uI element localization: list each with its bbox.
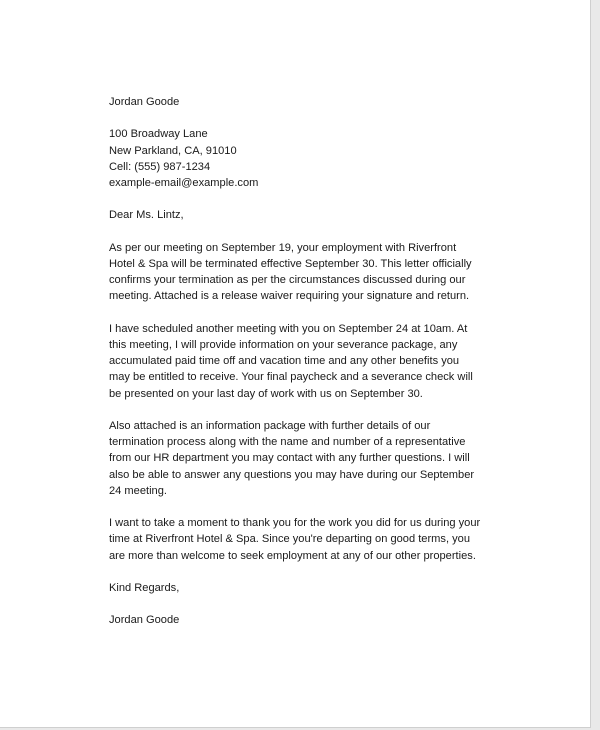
salutation-block	[109, 207, 529, 223]
paragraph-line: are more than welcome to seek employment at any of our other properties.	[109, 549, 476, 562]
paragraph-1	[109, 240, 529, 305]
paragraph-line: may be entitled to receive. Your final paycheck and a severance check will	[109, 371, 473, 384]
paragraph-line: I want to take a moment to thank you for the work you did for us during your	[109, 517, 481, 530]
paragraph-4	[109, 515, 529, 564]
paragraph-line: from our HR department you may contact with any further questions. I will	[109, 452, 470, 465]
paragraph-line: I have scheduled another meeting with you on September 24 at 10am. At	[109, 322, 468, 335]
paragraph-line: this meeting, I will provide information on your severance package, any	[109, 338, 458, 351]
paragraph-line: As per our meeting on September 19, your employment with Riverfront	[109, 241, 457, 254]
paragraph-2	[109, 321, 529, 402]
paragraph-line: meeting. Attached is a release waiver requiring your signature and return.	[109, 290, 470, 303]
salutation: Dear Ms. Lintz,	[109, 209, 184, 222]
sender-address-line1: 100 Broadway Lane	[109, 128, 208, 141]
sender-email: example-email@example.com	[109, 177, 259, 189]
paragraph-line: be presented on your last day of work with us on September 30.	[109, 387, 423, 400]
paragraph-3	[109, 418, 529, 499]
paragraph-line: Also attached is an information package with further details of our	[109, 419, 431, 432]
paragraph-line: confirms your termination as per the circumstances discussed during our	[109, 274, 466, 287]
letter-body	[109, 94, 529, 629]
sender-phone: Cell: (555) 987-1234	[109, 160, 211, 173]
paragraph-line: accumulated paid time off and vacation time and any other benefits you	[109, 355, 460, 368]
closing-block	[109, 580, 529, 596]
signature-block	[109, 612, 529, 628]
paragraph-line: termination process along with the name and number of a representative	[109, 436, 466, 449]
signature-name: Jordan Goode	[109, 614, 180, 627]
paragraph-line: 24 meeting.	[109, 484, 167, 497]
closing: Kind Regards,	[109, 581, 180, 594]
sender-contact-block	[109, 126, 529, 191]
paragraph-line: time at Riverfront Hotel & Spa. Since you're departing on good terms, you	[109, 533, 471, 546]
paragraph-line: also be able to answer any questions you may have during our September	[109, 468, 475, 481]
sender-name-block	[109, 94, 529, 110]
sender-name: Jordan Goode	[109, 96, 180, 108]
paragraph-line: Hotel & Spa will be terminated effective September 30. This letter officially	[109, 257, 472, 270]
sender-address-line2: New Parkland, CA, 91010	[109, 144, 237, 157]
